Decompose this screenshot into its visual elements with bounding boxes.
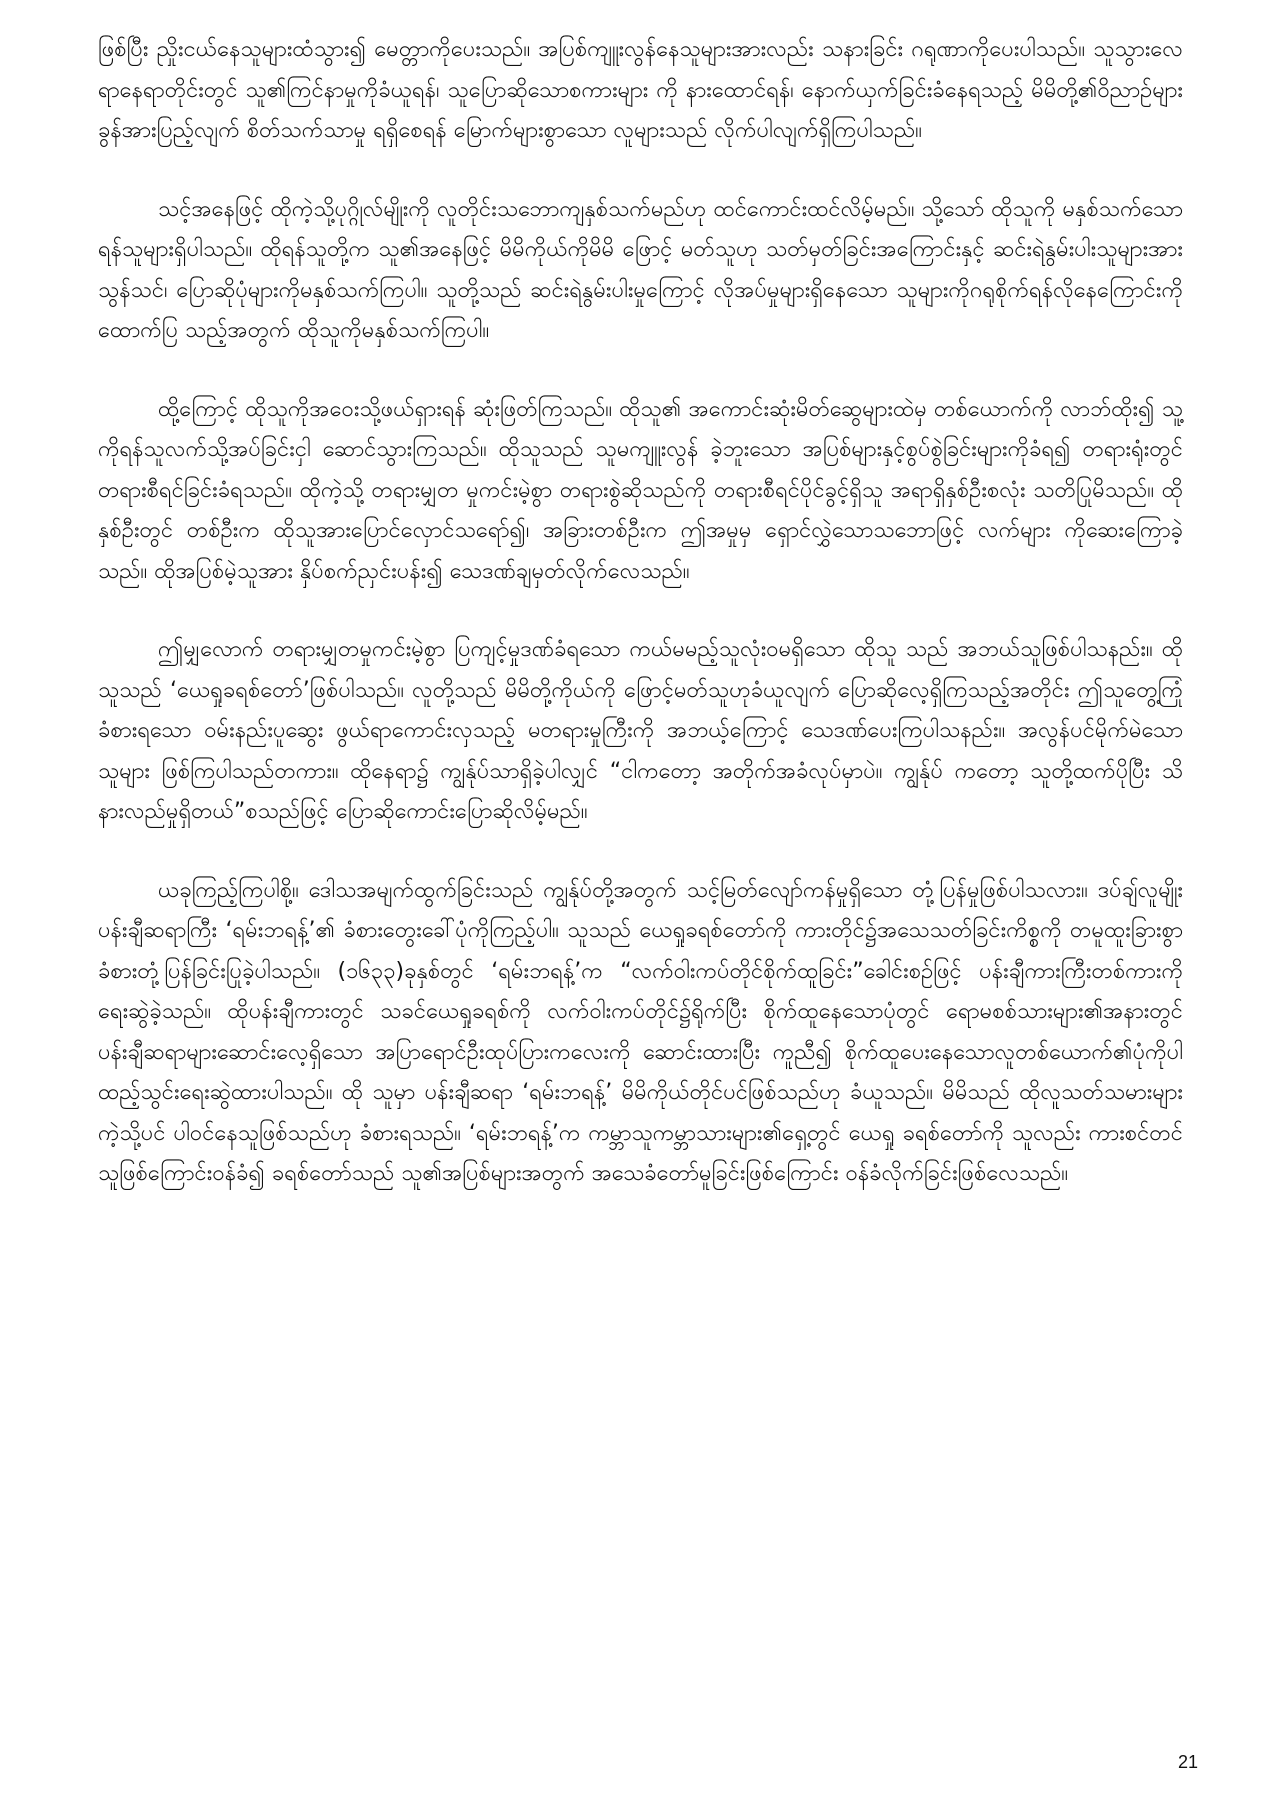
paragraph-1: ဖြစ်ပြီး ညှိုးငယ်နေသူများထံသွား၍ မေတ္တာကိုပေးသည်။ အပြစ်ကျူးလွန်နေသူများအားလည်း သနားခြင်း ဂရုဏာကိုပေးပါသည်။ သူသွားလေရာနေရာတိုင်းတွင် သူ၏ကြင်နာမှုကိုခံယူရန်၊ သူပြောဆိုသောစကားများ ကို နားထောင်ရန်၊ နောက်ယှက်ခြင်းခံနေရသည့် မိမိတို့၏ဝိညာဉ်များ ခွန်အားပြည့်လျက် စိတ်သက်သာမှု ရရှိစေရန် မြောက်များစွာသော လူများသည် လိုက်ပါလျက်ရှိကြပါသည်။ <box>98 37 1183 143</box>
paragraph-3: ထို့ကြောင့် ထိုသူကိုအဝေးသို့ဖယ်ရှားရန် ဆုံးဖြတ်ကြသည်။ ထိုသူ၏ အကောင်းဆုံးမိတ်ဆွေများထဲမှ တစ်ယောက်ကို လာဘ်ထိုး၍ သူ့ကိုရန်သူလက်သို့အပ်ခြင်းငှါ ဆောင်သွားကြသည်။ ထိုသူသည် သူမကျူးလွန် ခဲ့ဘူးသော အပြစ်များနှင့်စွပ်စွဲခြင်းများကိုခံရ၍ တရားရုံးတွင် တရားစီရင်ခြင်းခံရသည်။ ထိုကဲ့သို့ တရားမျှတ မှုကင်းမဲ့စွာ တရားစွဲဆိုသည်ကို တရားစီရင်ပိုင်ခွင့်ရှိသူ အရာရှိနှစ်ဦးစလုံး သတိပြုမိသည်။ ထိုနှစ်ဦးတွင် တစ်ဦးက ထိုသူအားပြောင်လှောင်သရော်၍၊ အခြားတစ်ဦးက ဤအမှုမှ ရှောင်လွှဲသောသဘောဖြင့် လက်များ ကိုဆေးကြောခဲ့သည်။ ထိုအပြစ်မဲ့သူအား နှိပ်စက်ညှင်းပန်း၍ သေဒဏ်ချမှတ်လိုက်လေသည်။ <box>98 396 1183 584</box>
paragraph-5: ယခုကြည့်ကြပါစို့။ ဒေါသအမျက်ထွက်ခြင်းသည် ကျွန်ုပ်တို့အတွက် သင့်မြတ်လျော်ကန်မှုရှိသော တုံ့ပြန်မှုဖြစ်ပါသလား။ ဒပ်ချ်လူမျိုး ပန်းချီဆရာကြီး ‘ရမ်းဘရန့်’၏ ခံစားတွေးခေါ်ပုံကိုကြည့်ပါ။ သူသည် ယေရှုခရစ်တော်ကို ကားတိုင်၌အသေသတ်ခြင်းကိစ္စကို တမူထူးခြားစွာ ခံစားတုံ့ပြန်ခြင်းပြုခဲ့ပါသည်။ (၁၆၃၃)ခုနှစ်တွင် ‘ရမ်းဘရန့်’က “လက်ဝါးကပ်တိုင်စိုက်ထူခြင်း”ခေါင်းစဉ်ဖြင့် ပန်းချီကားကြီးတစ်ကားကို ရေးဆွဲခဲ့သည်။ ထိုပန်းချီကားတွင် သခင်ယေရှုခရစ်ကို လက်ဝါးကပ်တိုင်၌ရိုက်ပြီး စိုက်ထူနေသောပုံတွင် ရောမစစ်သားများ၏အနားတွင် ပန်းချီဆရာများဆောင်းလေ့ရှိသော အပြာရောင်ဦးထုပ်ပြားကလေးကို ဆောင်းထားပြီး ကူညီ၍ စိုက်ထူပေးနေသောလူတစ်ယောက်၏ပုံကိုပါ ထည့်သွင်းရေးဆွဲထားပါသည်။ ထို သူမှာ ပန်းချီဆရာ ‘ရမ်းဘရန့်’ မိမိကိုယ်တိုင်ပင်ဖြစ်သည်ဟု ခံယူသည်။ မိမိသည် ထိုလူသတ်သမားများ ကဲ့သို့ပင် ပါဝင်နေသူဖြစ်သည်ဟု ခံစားရသည်။ ‘ရမ်းဘရန့်’က ကမ္ဘာသူကမ္ဘာသားများ၏ရှေ့တွင် ယေရှု ခရစ်တော်ကို သူလည်း ကားစင်တင်သူဖြစ်ကြောင်းဝန်ခံ၍ ခရစ်တော်သည် သူ၏အပြစ်များအတွက် အသေခံတော်မူခြင်းဖြစ်ကြောင်း ဝန်ခံလိုက်ခြင်းဖြစ်လေသည်။ <box>98 877 1183 1186</box>
page-number: 21 <box>1177 1752 1198 1772</box>
paragraph-4: ဤမျှလောက် တရားမျှတမှုကင်းမဲ့စွာ ပြကျင့်မှုဒဏ်ခံရသော ကယ်မမည့်သူလုံးဝမရှိသော ထိုသူ သည် အဘယ်သူဖြစ်ပါသနည်း။ ထိုသူသည် ‘ယေရှုခရစ်တော်’ဖြစ်ပါသည်။ လူတို့သည် မိမိတို့ကိုယ်ကို ဖြောင့်မတ်သူဟုခံယူလျက် ပြောဆိုလေ့ရှိကြသည့်အတိုင်း ဤသူတွေ့ကြုံခံစားရသော ဝမ်းနည်းပူဆွေး ဖွယ်ရာကောင်းလှသည့် မတရားမှုကြီးကို အဘယ့်ကြောင့် သေဒဏ်ပေးကြပါသနည်း။ အလွန်ပင်မိုက်မဲသော သူများ ဖြစ်ကြပါသည်တကား။ ထိုနေရာ၌ ကျွန်ုပ်သာရှိခဲ့ပါလျှင် “ငါကတော့ အတိုက်အခံလုပ်မှာပဲ။ ကျွန်ုပ် ကတော့ သူတို့ထက်ပိုပြီး သိနားလည်မှုရှိတယ်”စသည်ဖြင့် ပြောဆိုကောင်းပြောဆိုလိမ့်မည်။ <box>98 637 1183 824</box>
document-body <box>98 30 1183 1233</box>
paragraph-2: သင့်အနေဖြင့် ထိုကဲ့သို့ပုဂ္ဂိုလ်မျိုးကို လူတိုင်းသဘောကျနှစ်သက်မည်ဟု ထင်ကောင်းထင်လိမ့်မည်။ သို့သော် ထိုသူကို မနှစ်သက်သော ရန်သူများရှိပါသည်။ ထိုရန်သူတို့က သူ၏အနေဖြင့် မိမိကိုယ်ကိုမိမိ ဖြောင့် မတ်သူဟု သတ်မှတ်ခြင်းအကြောင်းနှင့် ဆင်းရဲနွမ်းပါးသူများအား သွန်သင်၊ ပြောဆိုပုံများကိုမနှစ်သက်ကြပါ။ သူတို့သည် ဆင်းရဲနွမ်းပါးမှုကြောင့် လိုအပ်မှုများရှိနေသော သူများကိုဂရုစိုက်ရန်လိုနေကြောင်းကို ထောက်ပြ သည့်အတွက် ထိုသူကိုမနှစ်သက်ကြပါ။ <box>98 196 1183 343</box>
